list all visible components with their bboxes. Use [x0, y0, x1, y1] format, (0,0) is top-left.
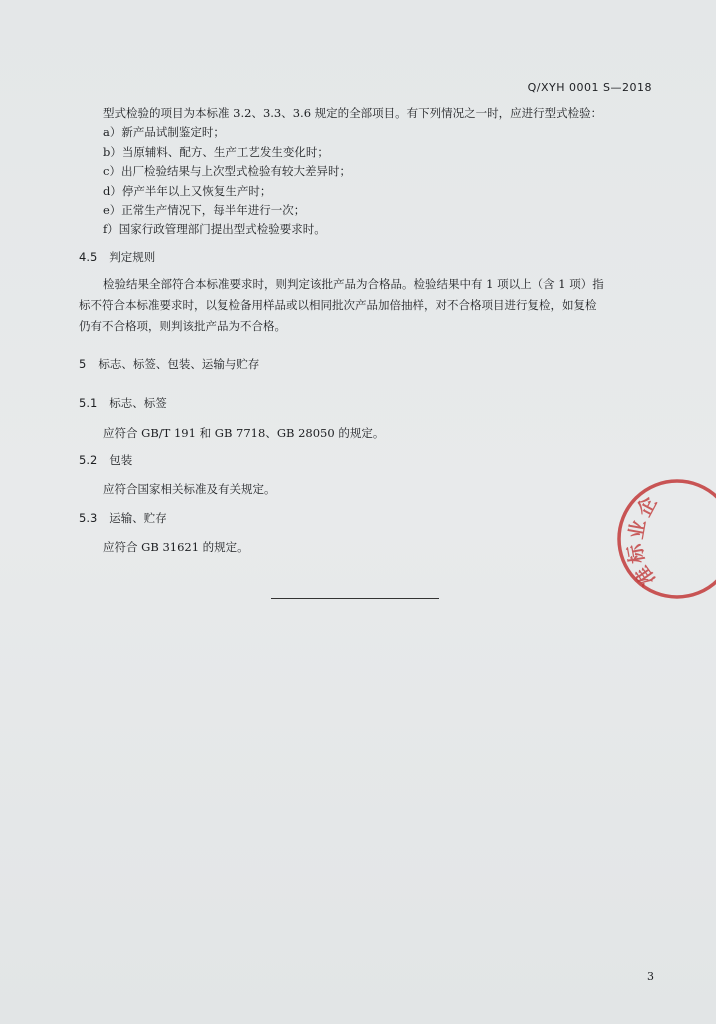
paragraph-line: 标不符合本标准要求时，以复检备用样品或以相同批次产品加倍抽样，对不合格项目进行复检，如复检	[79, 298, 597, 312]
section-title: 标志、标签	[109, 396, 167, 410]
section-number: 5.2	[79, 453, 98, 467]
section-heading-4-5	[79, 250, 155, 264]
section-text: 应符合 GB 31621 的规定。	[103, 540, 249, 554]
list-item: a）新产品试制鉴定时；	[103, 125, 225, 139]
section-text: 应符合国家相关标准及有关规定。	[103, 482, 276, 496]
end-rule	[271, 598, 439, 599]
section-number: 4.5	[79, 250, 98, 264]
svg-text:业: 业	[625, 518, 651, 541]
svg-text:企: 企	[632, 493, 662, 521]
section-title: 包装	[109, 453, 133, 467]
list-item: e）正常生产情况下，每半年进行一次；	[103, 203, 306, 217]
svg-text:准: 准	[631, 561, 661, 590]
section-number: 5.1	[79, 396, 98, 410]
section-text: 应符合 GB/T 191 和 GB 7718、GB 28050 的规定。	[103, 426, 385, 440]
paragraph-line: 检验结果全部符合本标准要求时，则判定该批产品为合格品。检验结果中有 1 项以上（含 1 项）指	[103, 277, 604, 291]
section-title: 标志、标签、包装、运输与贮存	[98, 357, 260, 371]
section-number: 5	[79, 357, 87, 371]
section-heading-5-2	[79, 453, 132, 467]
section-title: 判定规则	[109, 250, 156, 264]
section-number: 5.3	[79, 511, 98, 525]
section-heading-5-1	[79, 396, 167, 410]
company-seal-stamp	[612, 474, 716, 604]
section-title: 运输、贮存	[109, 511, 167, 525]
list-item: f）国家行政管理部门提出型式检验要求时。	[103, 222, 326, 236]
page-number: 3	[647, 970, 654, 983]
section-heading-5	[79, 357, 259, 371]
svg-text:标: 标	[623, 542, 649, 565]
list-item: c）出厂检验结果与上次型式检验有较大差异时；	[103, 164, 351, 178]
section-heading-5-3	[79, 511, 167, 525]
standard-code: Q/XYH 0001 S—2018	[527, 81, 652, 94]
list-item: d）停产半年以上又恢复生产时；	[103, 184, 272, 198]
list-item: b）当原辅料、配方、生产工艺发生变化时；	[103, 145, 329, 159]
type-inspection-intro: 型式检验的项目为本标准 3.2、3.3、3.6 规定的全部项目。有下列情况之一时，应进行型式检验：	[103, 106, 603, 120]
paragraph-line: 仍有不合格项，则判该批产品为不合格。	[79, 319, 286, 333]
